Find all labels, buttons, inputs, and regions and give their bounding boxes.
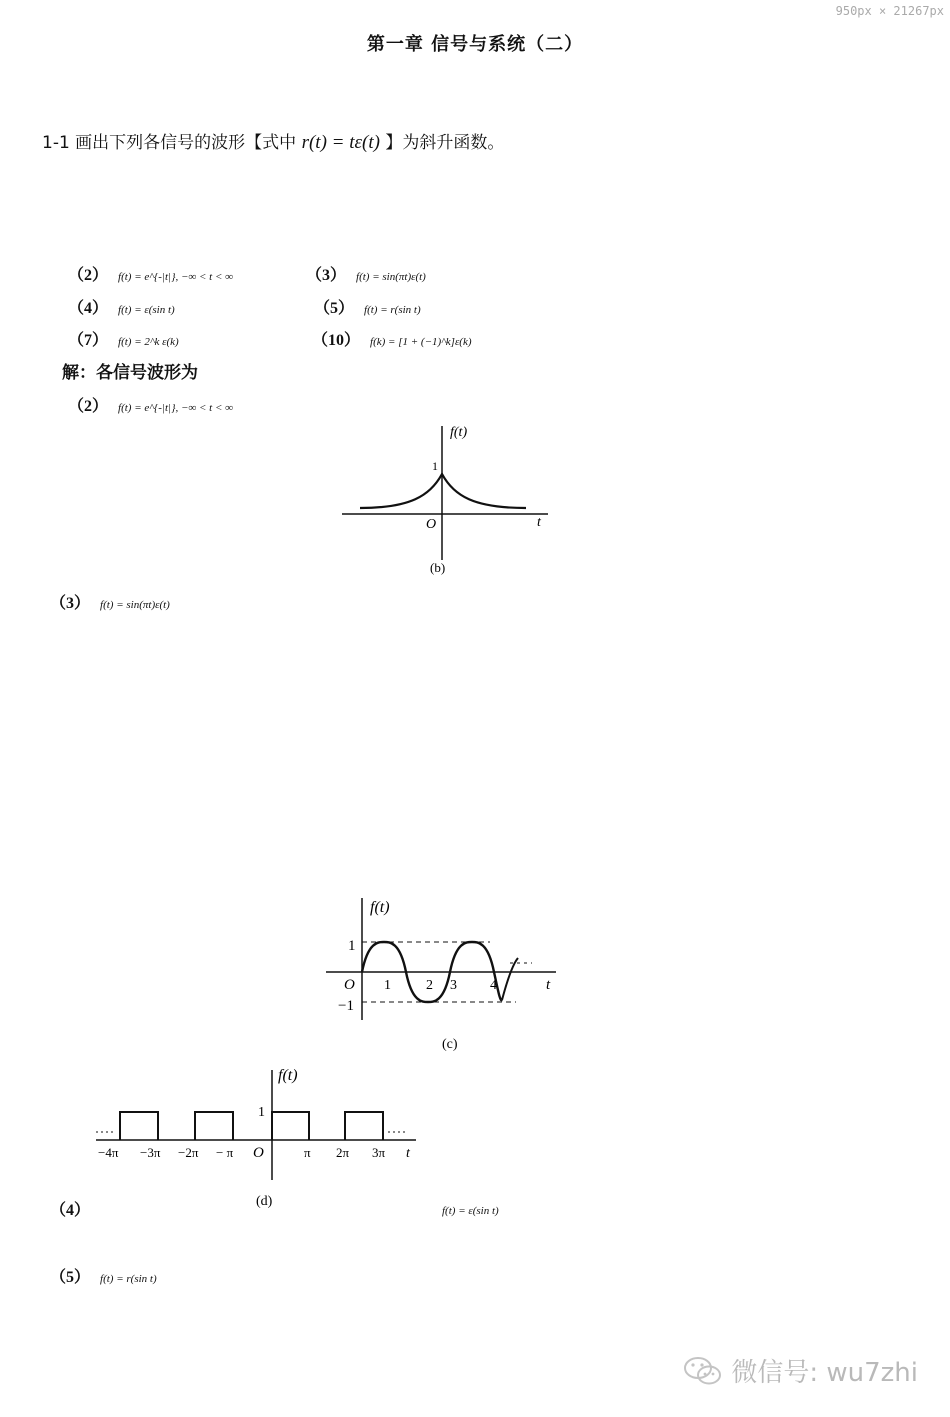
tick-label: 1 (384, 978, 391, 993)
item-number: （3） (306, 267, 347, 284)
item-equation: f(t) = e^{-|t|}, −∞ < t < ∞ (118, 402, 233, 414)
figure-d-square-wave (90, 1062, 425, 1212)
item-2 (68, 262, 233, 285)
tick-label: 3π (372, 1145, 386, 1160)
pulse (120, 1112, 158, 1140)
item-equation: f(t) = ε(sin t) (118, 304, 175, 316)
tick-label: 4 (490, 978, 497, 993)
figure-caption: (c) (442, 1037, 458, 1052)
item-number: （4） (50, 1202, 91, 1219)
tick-one: 1 (258, 1105, 265, 1120)
item-equation: f(t) = 2^k ε(k) (118, 336, 179, 348)
tick-label: 2 (426, 978, 433, 993)
y-axis-label: f(t) (370, 899, 390, 916)
figure-caption: (b) (430, 560, 446, 575)
tick-label: π (304, 1145, 311, 1160)
tick-neg-one: −1 (338, 998, 354, 1014)
page-size-label: 950px × 21267px (835, 4, 944, 18)
x-axis-label: t (546, 977, 551, 993)
waveform-tail (502, 958, 518, 1000)
chapter-title: 第一章 信号与系统（二） (366, 34, 584, 55)
item-10 (312, 327, 472, 350)
item-number: （10） (312, 332, 361, 349)
item-equation: f(t) = ε(sin t) (442, 1205, 499, 1217)
wechat-watermark (683, 1352, 918, 1389)
figure-b-exponential (330, 420, 560, 580)
x-axis-label: t (537, 515, 541, 530)
tick-one: 1 (348, 938, 356, 954)
y-axis-label: f(t) (278, 1067, 298, 1084)
problem-math: r(t) = tε(t) (301, 132, 380, 153)
item-4 (68, 295, 175, 318)
pulse (345, 1112, 383, 1140)
tick-label: − π (216, 1145, 234, 1160)
item-number: （2） (68, 267, 109, 284)
origin-label: O (253, 1145, 264, 1161)
item-number: （7） (68, 332, 109, 349)
item-5 (314, 295, 421, 318)
item-3 (306, 262, 426, 285)
item-equation: f(t) = sin(πt)ε(t) (100, 599, 170, 611)
item-number: （5） (50, 1269, 91, 1286)
answer-intro: 解：各信号波形为 (62, 363, 198, 383)
item-equation: f(t) = r(sin t) (100, 1273, 157, 1285)
solution-4-number (50, 1197, 90, 1220)
origin-label: O (426, 517, 437, 532)
solution-5 (50, 1264, 157, 1287)
item-equation: f(t) = sin(πt)ε(t) (356, 271, 426, 283)
tick-one: 1 (432, 459, 438, 473)
item-equation: f(t) = e^{-|t|}, −∞ < t < ∞ (118, 271, 233, 283)
problem-statement (42, 128, 504, 154)
item-7 (68, 327, 179, 350)
item-equation: f(k) = [1 + (−1)^k]ε(k) (370, 336, 472, 348)
waveform (360, 474, 526, 508)
item-number: （3） (50, 595, 91, 612)
tick-label: −4π (98, 1145, 119, 1160)
tick-label: 2π (336, 1145, 350, 1160)
item-number: （4） (68, 300, 109, 317)
solution-4-equation (432, 1199, 499, 1218)
figure-caption: (d) (256, 1194, 273, 1209)
item-number: （2） (68, 398, 109, 415)
item-equation: f(t) = r(sin t) (364, 304, 421, 316)
solution-2 (68, 393, 233, 416)
pulse (272, 1112, 309, 1140)
tick-label: −2π (178, 1145, 199, 1160)
problem-suffix: 】为斜升函数。 (379, 133, 505, 153)
pulse (195, 1112, 233, 1140)
problem-prefix: 1-1 画出下列各信号的波形【式中 (42, 133, 302, 153)
figure-c-sine (318, 890, 568, 1055)
item-number: （5） (314, 300, 355, 317)
tick-label: 3 (450, 978, 457, 993)
wechat-icon (683, 1355, 723, 1387)
y-axis-label: f(t) (450, 425, 468, 440)
watermark-text: 微信号: wu7zhi (731, 1358, 918, 1388)
origin-label: O (344, 977, 355, 993)
solution-3 (50, 590, 170, 613)
x-axis-label: t (406, 1146, 410, 1161)
tick-label: −3π (140, 1145, 161, 1160)
